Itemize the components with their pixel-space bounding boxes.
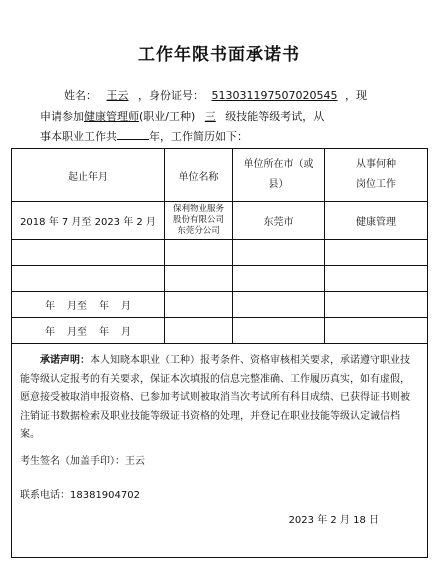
header-company: 单位名称	[165, 149, 233, 202]
row4-month2: 月	[121, 301, 131, 312]
row1-position: 健康管理	[325, 202, 428, 240]
intro-line-3	[40, 128, 248, 144]
row5-period	[12, 318, 165, 344]
work-history-table	[11, 148, 428, 558]
row3-city	[233, 266, 325, 292]
years-prefix: 事本职业工作共	[40, 130, 117, 143]
header-position	[325, 149, 428, 202]
row3-position	[325, 266, 428, 292]
row2-company	[165, 240, 233, 266]
promise-row	[12, 344, 428, 558]
level-value: 三	[204, 110, 216, 123]
row3-period	[12, 266, 165, 292]
row1-company-line2: 股份有限公司	[172, 215, 224, 225]
row5-company	[165, 318, 233, 344]
row5-year1: 年	[45, 327, 55, 338]
years-suffix: 年，工作简历如下：	[149, 130, 248, 143]
id-label: ，身份证号：	[138, 89, 204, 102]
row5-position	[325, 318, 428, 344]
header-period: 起止年月	[12, 149, 165, 202]
row4-year1: 年	[45, 301, 55, 312]
table-header-row	[12, 149, 428, 202]
row2-period	[12, 240, 165, 266]
row1-company	[165, 202, 233, 240]
row4-city	[233, 292, 325, 318]
table-row	[12, 202, 428, 240]
level-suffix: 级技能等级考试，从	[225, 110, 325, 123]
row5-month1: 月至	[67, 327, 87, 338]
intro-line-2	[40, 108, 324, 124]
sign-date: 2023 年 2 月 18 日	[288, 514, 379, 526]
row1-city: 东莞市	[233, 202, 325, 240]
id-number-value: 513031197507020545	[211, 89, 338, 102]
row1-company-line3: 东莞分公司	[177, 226, 220, 236]
signature-line: 考生签名（加盖手印）：王云	[20, 455, 145, 467]
promise-text: 本人知晓本职业（工种）报考条件、资格审核相关要求，承诺遵守职业技能等级认定报考的有关要求，保证本次填报的信息完整准确、工作履历真实，如有虚假，愿意接受被取消申报资格、已参加考试则被取消当次考试所有科目成绩、已获得证书则被注销证书数据检索及职业技能等级证书资格的处理，并登记在职业技能等级认定诚信档案。	[20, 355, 410, 440]
row2-position	[325, 240, 428, 266]
row5-year2: 年	[99, 327, 109, 338]
table-row	[12, 318, 428, 344]
row2-city	[233, 240, 325, 266]
row1-company-line1: 保利物业服务	[172, 204, 224, 214]
row5-month2: 月	[121, 327, 131, 338]
row3-company	[165, 266, 233, 292]
header-city	[233, 149, 325, 202]
name-label: 姓名：	[64, 89, 97, 102]
row5-city	[233, 318, 325, 344]
table-row	[12, 292, 428, 318]
line1-tail: ，现	[344, 89, 367, 102]
promise-cell	[12, 344, 428, 558]
name-value: 王云	[106, 89, 129, 102]
years-blank	[117, 129, 149, 140]
occupation-suffix: (职业/工种)	[139, 110, 196, 123]
promise-label: 承诺声明：	[40, 355, 90, 366]
header-city-line1: 单位所在市（或	[243, 159, 314, 170]
header-position-line2: 岗位工作	[356, 179, 396, 190]
row4-position	[325, 292, 428, 318]
table-row	[12, 266, 428, 292]
header-city-line2: 县）	[268, 179, 289, 190]
intro-line-1	[64, 87, 367, 103]
row4-period	[12, 292, 165, 318]
promise-paragraph	[20, 352, 419, 445]
apply-prefix: 申请参加	[40, 110, 84, 123]
row4-year2: 年	[99, 301, 109, 312]
occupation-value: 健康管理师	[84, 110, 139, 123]
table-row	[12, 240, 428, 266]
header-position-line1: 从事何种	[356, 159, 396, 170]
phone-line: 联系电话：18381904702	[20, 490, 140, 501]
row4-company	[165, 292, 233, 318]
row1-period: 2018 年 7 月至 2023 年 2 月	[12, 202, 165, 240]
row4-month1: 月至	[67, 301, 87, 312]
document-title: 工作年限书面承诺书	[138, 45, 300, 65]
